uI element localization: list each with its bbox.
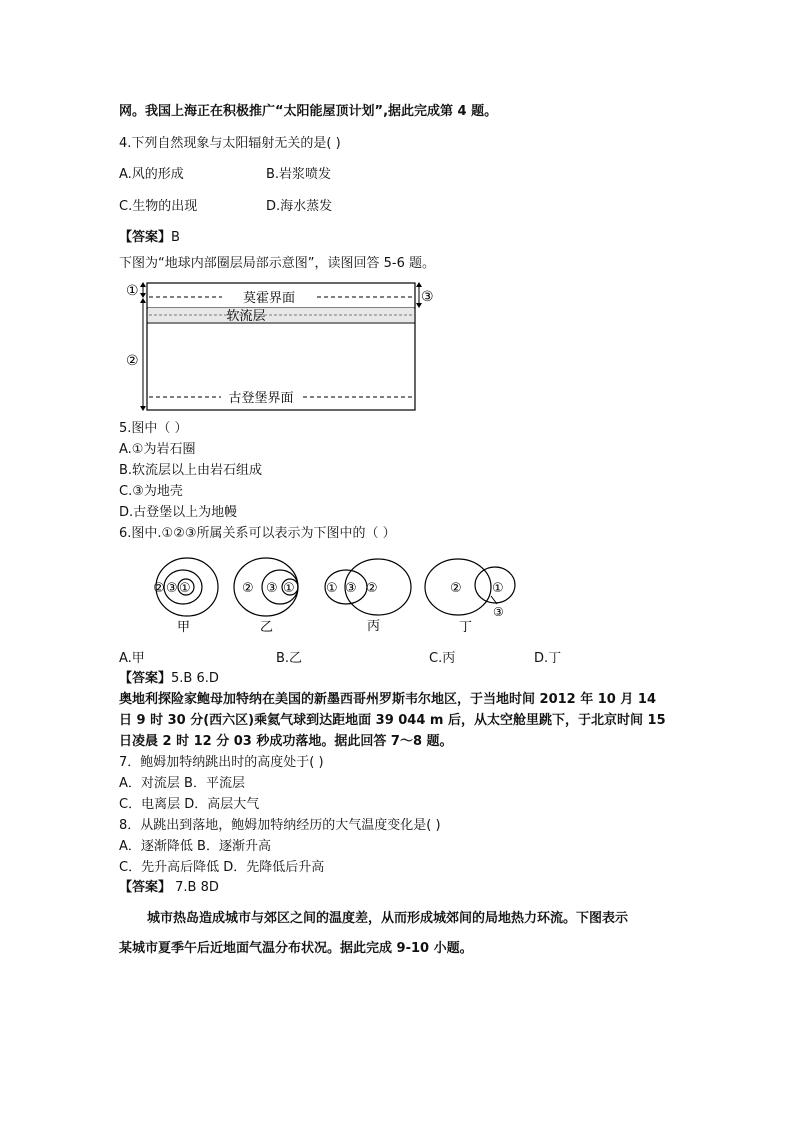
answer-label: 【答案】 bbox=[119, 230, 172, 245]
passage-7-8-line-2: 日 9 时 30 分(西六区)乘氦气球到达距地面 39 044 m 后，从太空舱里跳下，于北京时间 15 bbox=[119, 713, 666, 728]
q6-option-a: A.甲 bbox=[119, 651, 145, 666]
q6-option-d: D.丁 bbox=[534, 651, 562, 666]
svg-text:②: ② bbox=[450, 581, 462, 596]
q6-option-b: B.乙 bbox=[276, 651, 303, 666]
label-ding: 丁 bbox=[459, 620, 473, 635]
diagram-ding bbox=[425, 559, 515, 635]
diagram-bing bbox=[325, 559, 411, 634]
set-relationship-diagrams bbox=[145, 552, 525, 637]
q4-option-d: D.海水蒸发 bbox=[266, 199, 333, 214]
q8-stem: 8．从跳出到落地，鲍姆加特纳经历的大气温度变化是( ) bbox=[119, 818, 441, 833]
svg-text:①: ① bbox=[492, 581, 504, 596]
q6-stem: 6.图中.①②③所属关系可以表示为下图中的（ ） bbox=[119, 526, 396, 541]
passage-9-10-line-2: 某城市夏季午后近地面气温分布状况。据此完成 9-10 小题。 bbox=[119, 941, 473, 956]
intro-line: 网。我国上海正在积极推广“太阳能屋顶计划”,据此完成第 4 题。 bbox=[119, 104, 498, 119]
svg-text:①: ① bbox=[179, 581, 191, 596]
q5-option-c: C.③为地壳 bbox=[119, 484, 183, 499]
q4-option-b: B.岩浆喷发 bbox=[266, 167, 332, 182]
q5-option-a: A.①为岩石圈 bbox=[119, 442, 196, 457]
figure1-intro: 下图为“地球内部圈层局部示意图”，读图回答 5-6 题。 bbox=[119, 256, 435, 271]
label-circled-2: ② bbox=[126, 353, 139, 369]
q8-options-line-2: C．先升高后降低 D．先降低后升高 bbox=[119, 860, 325, 875]
q7-8-answer bbox=[119, 880, 219, 896]
moho-label: 莫霍界面 bbox=[242, 291, 296, 306]
svg-text:③: ③ bbox=[266, 581, 278, 596]
passage-7-8-line-3: 日凌晨 2 时 12 分 03 秒成功落地。据此回答 7～8 题。 bbox=[119, 734, 453, 749]
label-jia: 甲 bbox=[177, 620, 191, 635]
answer-value: 5.B 6.D bbox=[171, 671, 219, 686]
q4-option-a: A.风的形成 bbox=[119, 167, 184, 182]
q4-option-c: C.生物的出现 bbox=[119, 199, 198, 214]
q5-option-b: B.软流层以上由岩石组成 bbox=[119, 463, 263, 478]
answer-value: B bbox=[171, 230, 180, 245]
svg-text:③: ③ bbox=[493, 605, 504, 619]
label-yi: 乙 bbox=[260, 620, 274, 635]
q6-option-c: C.丙 bbox=[429, 651, 456, 666]
label-circled-3: ③ bbox=[421, 289, 434, 305]
answer-value: 7.B 8D bbox=[171, 880, 219, 895]
q5-option-d: D.古登堡以上为地幔 bbox=[119, 505, 238, 520]
label-circled-1: ① bbox=[126, 283, 139, 299]
q4-stem: 4.下列自然现象与太阳辐射无关的是( ) bbox=[119, 136, 341, 151]
svg-text:③: ③ bbox=[345, 581, 357, 596]
svg-text:①: ① bbox=[283, 581, 295, 596]
q4-answer bbox=[119, 230, 180, 246]
svg-text:②: ② bbox=[366, 581, 378, 596]
answer-label: 【答案】 bbox=[119, 671, 172, 686]
svg-text:②: ② bbox=[153, 581, 165, 596]
asthenosphere-label: 软流层 bbox=[226, 309, 266, 324]
svg-text:③: ③ bbox=[166, 581, 178, 596]
q7-options-line-2: C．电离层 D．高层大气 bbox=[119, 797, 260, 812]
q5-stem: 5.图中（ ） bbox=[119, 421, 188, 436]
gutenberg-label: 古登堡界面 bbox=[228, 391, 294, 406]
answer-label: 【答案】 bbox=[119, 880, 172, 895]
earth-interior-diagram bbox=[118, 278, 448, 416]
q8-options-line-1: A．逐渐降低 B．逐渐升高 bbox=[119, 839, 271, 854]
q5-6-answer bbox=[119, 671, 219, 687]
svg-text:①: ① bbox=[326, 581, 338, 596]
q7-stem: 7．鲍姆加特纳跳出时的高度处于( ) bbox=[119, 755, 324, 770]
passage-7-8-line-1: 奥地利探险家鲍母加特纳在美国的新墨西哥州罗斯韦尔地区，于当地时间 2012 年 10 月 14 bbox=[119, 692, 656, 707]
q7-options-line-1: A．对流层 B．平流层 bbox=[119, 776, 245, 791]
diagram-jia bbox=[153, 558, 218, 635]
svg-text:②: ② bbox=[242, 581, 254, 596]
label-bing: 丙 bbox=[367, 619, 381, 634]
passage-9-10-line-1: 城市热岛造成城市与郊区之间的温度差，从而形成城郊间的局地热力环流。下图表示 bbox=[147, 911, 629, 926]
diagram-yi bbox=[234, 558, 298, 635]
